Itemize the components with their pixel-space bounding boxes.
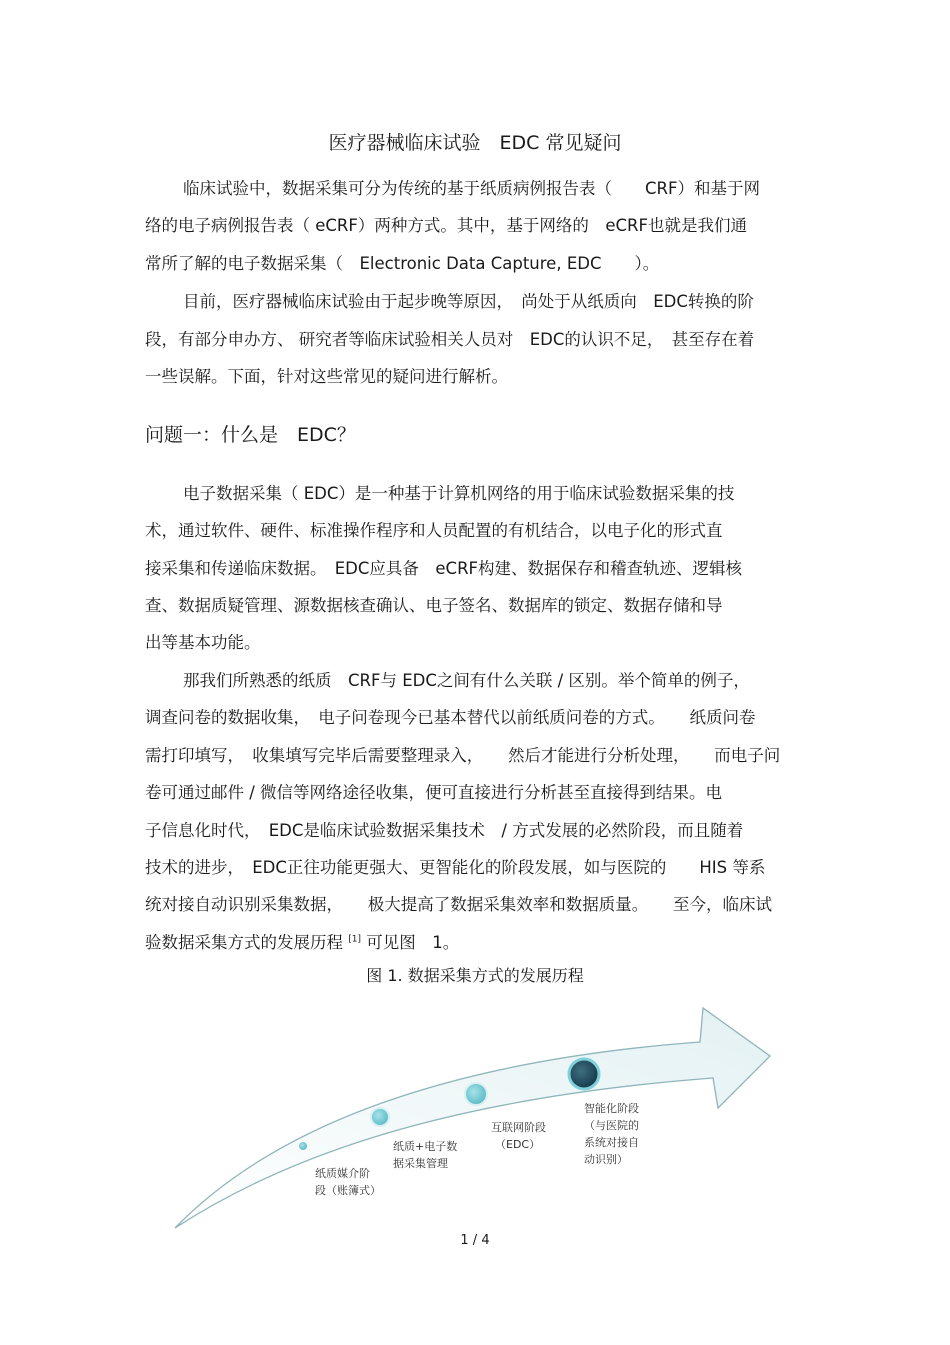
para2-line-1: 目前，医疗器械临床试验由于起步晚等原因， 尚处于从纸质向 EDC转换的阶 — [183, 292, 754, 311]
stage-dot-4 — [569, 1059, 599, 1089]
s1p1-line-5: 出等基本功能。 — [145, 633, 261, 652]
intro-line-3: 常所了解的电子数据采集（ Electronic Data Capture, EDC ）。 — [145, 254, 660, 273]
s1p2-last-tail: 可见图 1。 — [366, 933, 460, 952]
page-title: 医疗器械临床试验 EDC 常见疑问 — [328, 132, 622, 154]
s1p2-line-4: 卷可通过邮件 / 微信等网络途径收集，便可直接进行分析甚至直接得到结果。电 — [145, 783, 723, 802]
citation-ref: [1] — [348, 934, 361, 945]
stage-label-1-line-2: 段（账簿式） — [315, 1184, 381, 1197]
s1p2-line-1: 那我们所熟悉的纸质 CRF与 EDC之间有什么关联 / 区别。举个简单的例子， — [183, 671, 750, 690]
section-heading: 问题一：什么是 EDC？ — [145, 424, 356, 446]
s1p2-line-3: 需打印填写， 收集填写完毕后需要整理录入， 然后才能进行分析处理， 而电子问 — [145, 746, 781, 765]
page-number: 1 / 4 — [460, 1233, 490, 1248]
s1p1-line-4: 查、数据质疑管理、源数据核查确认、电子签名、数据库的锁定、数据存储和导 — [145, 596, 723, 615]
stage-label-4-line-1: 智能化阶段 — [584, 1102, 639, 1115]
figure-caption: 图 1. 数据采集方式的发展历程 — [366, 966, 584, 985]
stage-label-4-line-3: 系统对接自 — [584, 1136, 639, 1149]
intro-line-1: 临床试验中，数据采集可分为传统的基于纸质病例报告表（ CRF）和基于网 — [183, 179, 760, 198]
stage-label-4-line-4: 动识别） — [584, 1153, 628, 1166]
stage-label-3-line-2: （EDC） — [495, 1138, 541, 1151]
s1p2-line-7: 统对接自动识别采集数据， 极大提高了数据采集效率和数据质量。 至今，临床试 — [145, 895, 772, 914]
stage-label-1-line-1: 纸质媒介阶 — [315, 1167, 370, 1180]
stage-label-2-line-1: 纸质+电子数 — [393, 1140, 458, 1153]
stage-dot-1 — [299, 1142, 307, 1150]
stage-label-2-line-2: 据采集管理 — [393, 1157, 448, 1170]
stage-dot-3 — [465, 1083, 487, 1105]
intro-line-2: 络的电子病例报告表（ eCRF）两种方式。其中，基于网络的 eCRF也就是我们通 — [145, 216, 748, 235]
arrow-shape — [175, 1008, 770, 1228]
s1p2-line-2: 调查问卷的数据收集， 电子问卷现今已基本替代以前纸质问卷的方式。 纸质问卷 — [145, 708, 756, 727]
stage-label-3-line-1: 互联网阶段 — [491, 1121, 546, 1134]
s1p1-line-1: 电子数据采集（ EDC）是一种基于计算机网络的用于临床试验数据采集的技 — [183, 484, 735, 503]
s1p2-last-text: 验数据采集方式的发展历程 — [145, 933, 343, 952]
s1p2-line-5: 子信息化时代， EDC是临床试验数据采集技术 / 方式发展的必然阶段，而且随着 — [145, 821, 744, 840]
stage-label-4-line-2: （与医院的 — [584, 1119, 639, 1132]
s1p2-line-8 — [145, 929, 459, 953]
development-arrow-figure — [160, 1000, 780, 1235]
s1p1-line-3: 接采集和传递临床数据。 EDC应具备 eCRF构建、数据保存和稽查轨迹、逻辑核 — [145, 559, 743, 578]
stage-dot-2 — [371, 1108, 389, 1126]
s1p1-line-2: 术，通过软件、硬件、标准操作程序和人员配置的有机结合，以电子化的形式直 — [145, 521, 723, 540]
s1p2-line-6: 技术的进步， EDC正往功能更强大、更智能化的阶段发展，如与医院的 HIS 等系 — [145, 858, 766, 877]
para2-line-2: 段，有部分申办方、 研究者等临床试验相关人员对 EDC的认识不足， 甚至存在着 — [145, 330, 755, 349]
para2-line-3: 一些误解。下面，针对这些常见的疑问进行解析。 — [145, 367, 508, 386]
